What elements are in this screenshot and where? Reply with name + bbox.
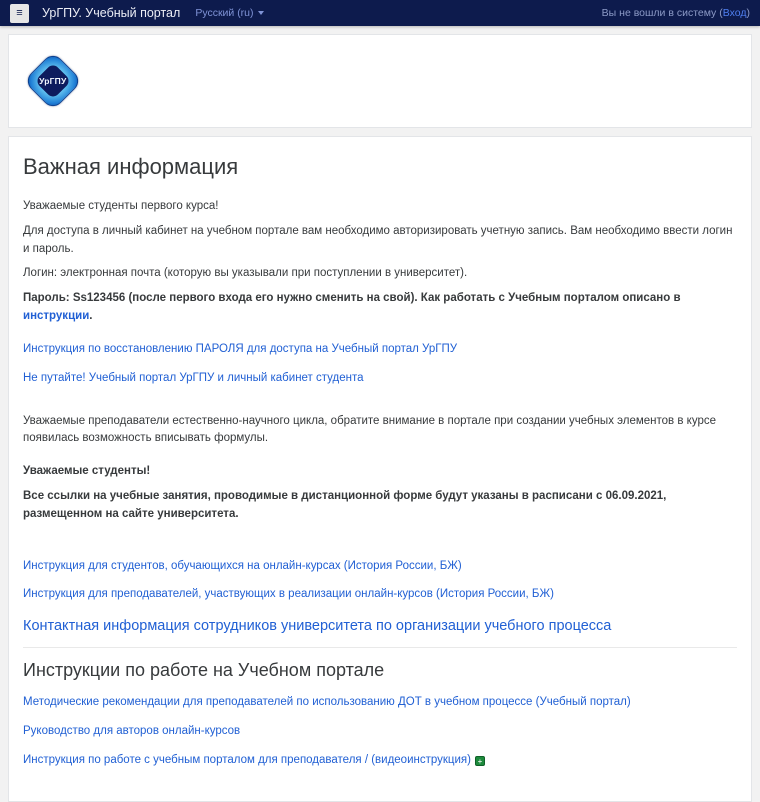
hamburger-menu-icon[interactable]: ≡ [10, 4, 29, 23]
link-teachers-online-courses[interactable]: Инструкция для преподавателей, участвующих в реализации онлайн-курсов (История России, БЖ) [23, 588, 554, 601]
page-title: Важная информация [23, 154, 239, 179]
language-label: Русский (ru) [195, 7, 254, 19]
link-dont-confuse[interactable]: Не путайте! Учебный портал УрГПУ и личный кабинет студента [23, 371, 364, 384]
paragraph-first-course: Уважаемые студенты первого курса! [23, 200, 219, 212]
link-method-recommendations[interactable]: Методические рекомендации для преподавателей по использованию ДОТ в учебном процессе (Учебный портал) [23, 696, 631, 709]
link-course-authors-guide[interactable]: Руководство для авторов онлайн-курсов [23, 725, 241, 737]
spacer [23, 455, 737, 463]
section-title-instructions: Инструкции по работе на Учебном портале [23, 660, 385, 681]
login-status-text: Вы не вошли в систему ( [601, 7, 723, 19]
spacer [23, 333, 737, 341]
site-brand-link[interactable]: УрГПУ. Учебный портал [42, 6, 181, 20]
link-students-online-courses[interactable]: Инструкция для студентов, обучающихся на онлайн-курсах (История России, БЖ) [23, 559, 462, 572]
paragraph-password [23, 290, 737, 326]
login-status [602, 7, 750, 19]
chevron-down-icon [258, 11, 264, 15]
logo-inner-diamond [35, 63, 72, 100]
link-portal-instruction[interactable] [23, 752, 737, 770]
header-logo-card [8, 34, 752, 128]
video-instruction-icon[interactable]: + [475, 756, 485, 766]
paragraph-access: Для доступа в личный кабинет на учебном портале вам необходимо авторизировать учетную запись. Вам необходимо ввести логин и пароль. [23, 224, 733, 255]
password-text-end: . [89, 310, 93, 323]
login-link[interactable]: Вход [722, 7, 747, 19]
top-navbar [0, 0, 760, 26]
spacer [23, 531, 737, 558]
password-text: Пароль: Ss123456 (после первого входа его нужно сменить на свой). Как работать с Учебным порталом описано в [23, 292, 681, 305]
login-status-close: ) [746, 7, 750, 19]
paragraph-dear-students: Уважаемые студенты! [23, 465, 151, 478]
language-dropdown[interactable] [195, 7, 263, 19]
link-contact-information[interactable]: Контактная информация сотрудников университета по организации учебного процесса [23, 618, 612, 635]
logo-diamond-shape [23, 51, 82, 110]
section-divider [23, 647, 737, 648]
portal-instruction-label: Инструкция по работе с учебным порталом для преподавателя / (видеоинструкция) [23, 753, 471, 766]
logo-text: УрГПУ [39, 76, 67, 86]
paragraph-schedule: Все ссылки на учебные занятия, проводимые в дистанционной форме будут указаны в расписани с 06.09.2021, размещенном на сайте университета. [23, 489, 667, 520]
university-logo[interactable] [23, 51, 83, 111]
link-password-recovery[interactable]: Инструкция по восстановлению ПАРОЛЯ для доступа на Учебный портал УрГПУ [23, 342, 458, 355]
spacer [23, 399, 737, 413]
instruction-inline-link[interactable]: инструкции [23, 310, 90, 323]
paragraph-teachers-formulas: Уважаемые преподаватели естественно-научного цикла, обратите внимание в портале при создании учебных элементов в курсе появилась возможность вписывать формулы. [23, 414, 716, 445]
main-content-card [8, 136, 752, 802]
paragraph-login: Логин: электронная почта (которую вы указывали при поступлении в университет). [23, 267, 468, 280]
